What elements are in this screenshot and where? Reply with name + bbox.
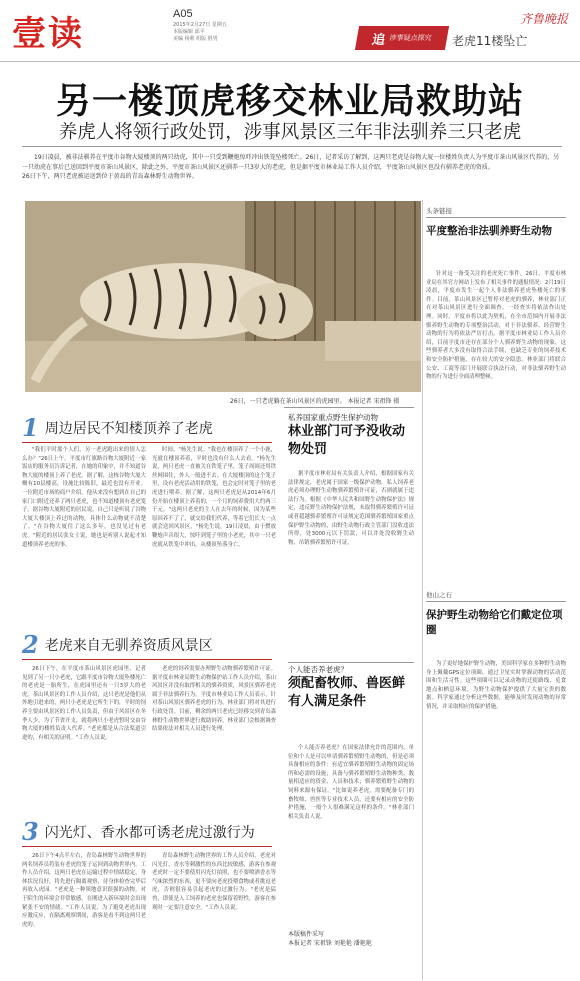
section-title: 周边居民不知楼顶养了老虎 — [44, 420, 213, 437]
section-2-col2: 老虎的饲养需要办理野生动物驯养繁殖许可证。据平度市林业局野生动物保护站工作人员介绍，茶山风景区并没有取得相关的驯养资质，风景区驯养老虎属于非法驯养行为。平度市林业局工作人员表示，针对茶山风景区驯养老虎的行为，林业部门将对其进行行政处罚。目前，剩余的两只老虎已经移交到青岛森林野生动物世界进行救助饲养，林业部门会根据调查结果依法对相关人员进行处理。 — [152, 666, 276, 733]
divider — [22, 146, 562, 147]
section-3-col1: 26日下午4点半左右，青岛森林野生动物世界的两名饲养员将装有老虎的笼子运回到动物世界内。工作人员介绍，这两只老虎在运输过程中情绪稳定，身体状况良好，将先进行隔离观察，待身体检查完毕后再放入虎园。"老虎是一种领地意识很强的动物，对于陌生的环境会非常敏感，在刚进入新环境时会出现紧张不安的情绪。"工作人员说，为了避免老虎出现应激反应，在隔离观察期间，游客是看不到这两只老虎的。 — [22, 853, 146, 928]
section-1-col1: "我们平时那个人们，另一老虎跑出来的情人怎么办？"26日上午，平度市红旗路谷物大厦附近一家饭店的服务员告诉记者，在她的印象中，并不知道谷物大厦的楼顶上养了老虎。据了解，这栋谷物大厦大概有10层楼高，设施比较陈旧，最近也没有开业。一位附近市场的商户介绍，他从来没有想到在自己的家门口附近还养了两只老虎，也不知道楼顶有老虎笼子。据谷物大厦附近的居民说，自己只是听说了谷物大厦大楼顶上养过的动物，具体什么动物就不清楚了。"在谷物大厦住了这么多年，也没见过有老虎。"附近的居民张女士说，她也是听别人说起才知道楼顶养老虎的事。 — [22, 447, 146, 548]
conditions-box — [288, 664, 414, 711]
section-rule — [22, 442, 272, 443]
main-headline: 另一楼顶虎移交林业局救助站 — [55, 82, 524, 122]
law-box-kicker: 私养国家重点野生保护动物 — [288, 413, 378, 422]
sidebar-body: 针对这一备受关注的老虎死亡事件，26日，平度市林业局在其官方网站上发布了相关事件的通报情况：2月19日凌晨，平度市发生一起个人非法驯养老虎坠楼死亡的事件。目前，茶山风景区已暂停对老虎的驯养，林业部门正在对茶山风景区进行全面调查，一经查实将依法作出处理。同时，平度市将以此为契机，在全市范围内开展非法驯养野生动物的专项整治活动，对于非法驯养、经营野生动物的行为将依法严厉打击。据平度市林业局工作人员介绍，目前平度市还存在部分个人驯养野生动物的现象，这些驯养者大多没有取得合法手续，也缺乏专业的饲养技术和安全防护措施，存在较大的安全隐患。林业部门将联合公安、工商等部门开展联合执法行动，对非法驯养野生动物的行为进行全面清理整顿。 — [426, 271, 566, 381]
page-number: A05 — [173, 8, 193, 20]
sidebar-box-1 — [426, 206, 566, 239]
tiger-photo — [25, 201, 421, 392]
section-2-heading — [22, 630, 272, 660]
sidebar-box-2 — [426, 590, 566, 638]
sidebar-headline: 平度整治非法驯养野生动物 — [426, 225, 552, 237]
section-title: 闪光灯、香水都可诱老虎过激行为 — [44, 824, 255, 841]
section-3-heading — [22, 817, 272, 847]
conditions-box-body: 个人能否养老虎？在国家法律允许的范围内，单位和个人是可以申请驯养繁殖野生动物的，但是必须具备相应的条件：有适宜驯养繁殖野生动物的固定场所和必需的设施；具备与驯养繁殖野生动物种类、数量相适应的资金、人员和技术；驯养繁殖野生动物的饲料来源有保证。"比如说养老虎，需要配备专门的畜牧师、兽医等专业技术人员，还要有相应的安全防护措施，一般个人很难满足这样的条件。"林业部门相关负责人说。 — [288, 745, 414, 820]
issue-editor: 本版编辑 邱平 — [173, 29, 205, 35]
section-number: 2 — [22, 630, 39, 659]
credits-names: 本报记者 宋祖锋 刘艳艳 潘艳艳 — [288, 940, 372, 947]
law-box-headline: 林业部门可予没收动物处罚 — [288, 424, 406, 457]
column-rule — [422, 200, 423, 980]
series-title: 老虎11楼坠亡 — [452, 34, 528, 48]
section-number: 3 — [22, 817, 39, 846]
newspaper-name: 齐鲁晚报 — [519, 12, 568, 26]
sidebar-label: 头条链接 — [426, 206, 566, 218]
lede-paragraph: 19日凌晨，被非法驯养在平度市谷物大厦楼顶的两只幼虎，其中一只受到鞭炮惊吓冲出铁笼坠楼死亡。26日，记者采访了解到，这两只老虎是谷物大厦一位楼姓负责人为平度市茶山风景区代养的，另一只幼虎在事后已送回到平度市茶山风景区，除此之外，平度市茶山风景区还驯养一只3岁大的老虎，但是据平度市林业局工作人员介绍，平度茶山风景区也没有驯养老虎的资质。 26日下午，两只老虎被运送到位于黄岛的青岛森林野生动物世界。 — [22, 154, 560, 181]
masthead — [0, 0, 580, 62]
tiger-photo-drawing — [25, 201, 421, 392]
section-brand: 壹读 — [12, 14, 84, 54]
credits — [288, 930, 414, 948]
series-label: 涉事疑点探究 — [388, 34, 433, 42]
sidebar-headline: 保护野生动物给它们戴定位项圈 — [426, 609, 563, 636]
sidebar-body: 为了更好地保护野生动物，美国科学家在多种野生动物身上佩戴GPS定位项圈，通过卫星实时掌握动物的活动范围和生活习性。这些项圈可以记录动物的迁徙路线、觅食地点和栖息环境，为野生动物保护提供了大量宝贵的数据。科学家通过分析这些数据，能够及时发现动物的异常情况，并采取相应的保护措施。 — [426, 661, 566, 710]
section-2-col1: 26日下午，在平度市茶山风景区虎园里，记者见到了另一只小老虎，它跟平度市谷物大厦坠楼死亡的老虎是一胎所生，在虎园里还有一只3岁大的老虎。茶山风景区的工作人员介绍，这只老虎是他们从外地引进来的，两只小老虎是它所生下的，平时的饲养主要由风景区的工作人员负责，但由于风景区在冬季人少，为了节省开支，就将两只小老虎暂时交由谷物大厦的楼姓负责人代养。"老虎都是从合法渠道引进的，有相关的证明。"工作人员说。 — [22, 666, 146, 741]
law-box — [288, 412, 414, 459]
credits-label: 本版稿件采写 — [288, 931, 325, 938]
section-1-heading — [22, 413, 272, 443]
sidebar-label: 他山之石 — [426, 590, 566, 602]
main-subhead: 养虎人将领行政处罚，涉事风景区三年非法驯养三只老虎 — [58, 122, 522, 143]
divider — [284, 407, 414, 408]
section-number: 1 — [22, 413, 39, 442]
issue-design: 美编 杨莉 组版 胜男 — [173, 36, 218, 42]
issue-date: 2015年2月27日 星期五 — [173, 22, 227, 28]
section-3-col2: 青岛森林野生动物世界的工作人员介绍，老虎对闪光灯、香水等刺激性的东西比较敏感，游客在参观老虎时一定不要使用闪光灯拍照，也不要喷洒香水等气味浓烈的东西，更不要向老虎投喂食物或者挑逗老虎，否则很容易引起老虎的过激行为。"老虎是猛兽，即使是人工饲养的老虎也保留着野性，游客在参观时一定要注意安全。"工作人员说。 — [152, 853, 276, 911]
section-rule — [22, 659, 272, 660]
issue-meta — [173, 22, 243, 43]
divider — [288, 662, 414, 663]
law-box-body: 据平度市林业局有关负责人介绍，根据国家有关法律规定，老虎属于国家一级保护动物，私人饲养老虎必须办理野生动物驯养繁殖许可证，否则就属于违法行为。根据《中华人民共和国野生动物保护法》规定，违反野生动物保护法规，未取得驯养繁殖许可证或者超越驯养繁殖许可证规定范围驯养繁殖国家重点保护野生动物的，由野生动物行政主管部门没收违法所得，处3000元以下罚款，可以并处没收野生动物、吊销驯养繁殖许可证。 — [288, 471, 414, 546]
photo-caption: 26日，一只老虎躺在茶山风景区的虎园里。 本报记者 宋祖锋 摄 — [230, 398, 400, 405]
conditions-box-headline: 须配畜牧师、兽医鲜有人满足条件 — [288, 676, 406, 709]
conditions-box-kicker: 个人能否养老虎？ — [288, 665, 348, 674]
series-badge: 追 涉事疑点探究 — [355, 26, 449, 50]
section-1-col2: 时间。"杨先生说。"我也在楼顶养了一个小鹿，光就在楼顶养着，平时也没有什么人去看。"杨先生说，两只老虎一直被关在铁笼子里，笼子周围还用铁丝网围住，外人一般进不去。在大厦楼顶的这个笼子里，设有老虎活动用的铁笼，也会定时对笼子里的老虎进行喂养。据了解，这两只老虎是从2014年6月份开始在楼顶上养着的，一个月的饲养费用大约两三千元。"这两只老虎的主人在去年的时候，因为某些原因养不了了，就交给我们代养，等着它们长大一点就会送回风景区。"杨先生说，19日凌晨，由于燃放鞭炮声音很大，惊吓到笼子里的小老虎，其中一只老虎就从铁笼中冲出，从楼顶坠落身亡。 — [152, 447, 276, 548]
section-title: 老虎来自无驯养资质风景区 — [44, 637, 213, 654]
section-rule — [22, 846, 272, 847]
